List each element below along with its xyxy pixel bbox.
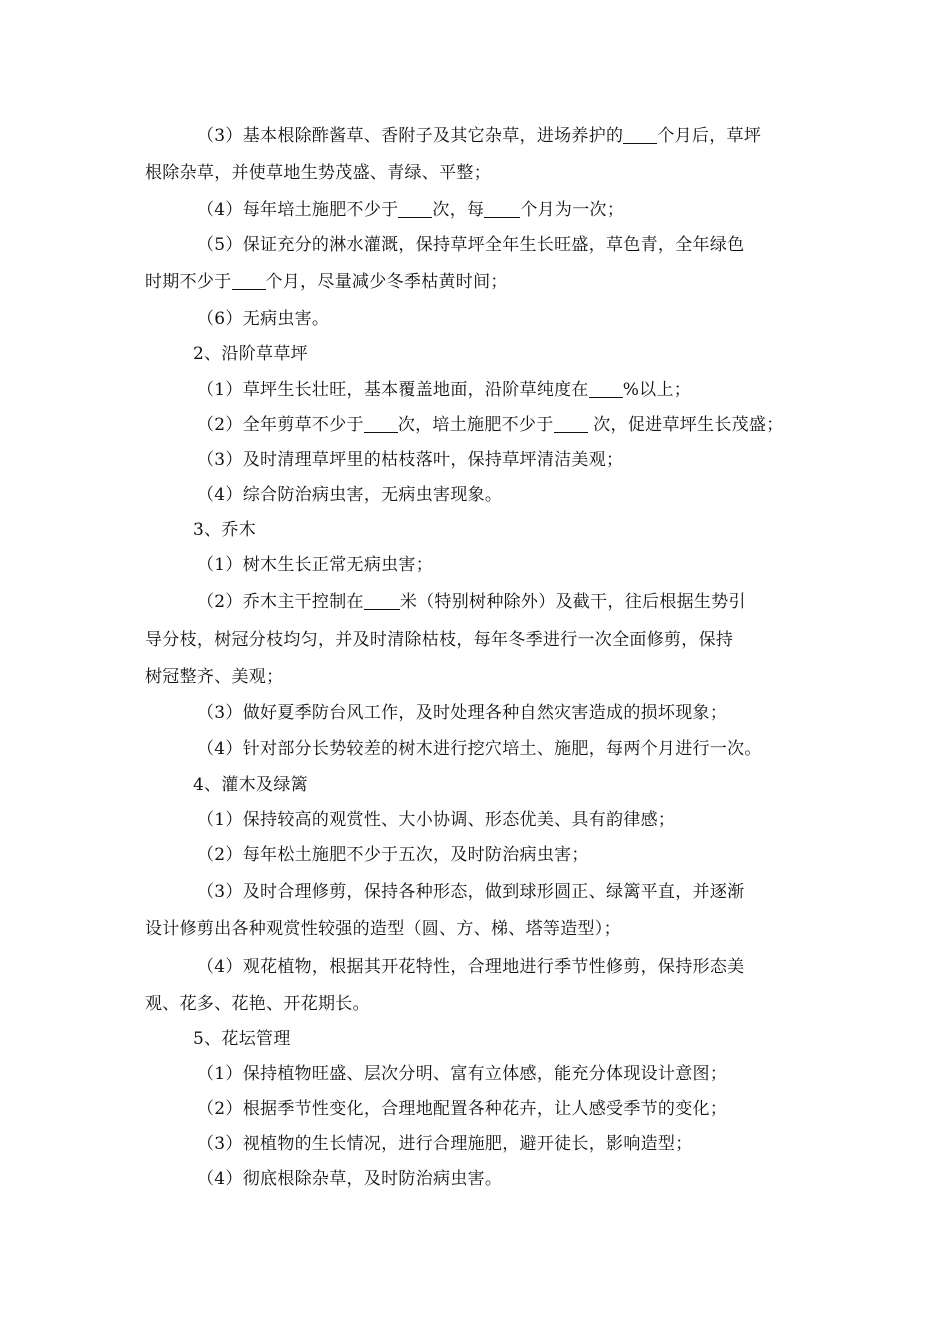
text-segment: 个月后，草坪 [657,126,762,146]
text-segment: （2）乔木主干控制在 [197,592,364,612]
text-segment: （2）全年剪草不少于 [197,415,364,435]
text-segment: 导分枝，树冠分枝均匀，并及时清除枯枝，每年冬季进行一次全面修剪，保持 [145,630,734,650]
text-segment: （6）无病虫害。 [197,309,330,329]
text-segment: （4）综合防治病虫害，无病虫害现象。 [197,485,503,505]
fill-in-blank [554,414,588,433]
text-segment: （2）根据季节性变化，合理地配置各种花卉，让人感受季节的变化； [197,1099,728,1119]
text-line [197,378,691,402]
text-line [197,1097,727,1121]
text-segment: 设计修剪出各种观赏性较强的造型（圆、方、梯、塔等造型）； [145,919,621,939]
text-segment: 个月，尽量减少冬季枯黄时间； [265,272,508,292]
text-line [197,701,727,725]
text-segment: 根除杂草，并使草地生势茂盛、青绿、平整； [145,163,491,183]
text-line [197,808,675,832]
text-segment: 3、乔木 [193,520,257,540]
section-heading [193,518,256,542]
fill-in-blank [364,414,398,433]
text-segment: （4）观花植物，根据其开花特性，合理地进行季节性修剪，保持形态美 [197,957,745,977]
text-segment: （3）及时合理修剪，保持各种形态，做到球形圆正、绿篱平直，并逐渐 [197,882,745,902]
fill-in-blank [484,199,520,218]
text-line [197,448,623,472]
text-segment: （3）视植物的生长情况，进行合理施肥，避开徒长，影响造型； [197,1134,693,1154]
text-segment: （3）做好夏季防台风工作，及时处理各种自然灾害造成的损坏现象； [197,703,728,723]
text-segment: 4、灌木及绿篱 [193,775,308,795]
text-segment: （3）基本根除酢酱草、香附子及其它杂草，进场养护的 [197,126,624,146]
text-line [197,1132,693,1156]
text-line [145,665,283,689]
text-segment: 观、花多、花艳、开花期长。 [145,994,370,1014]
text-line [145,161,491,185]
text-line [197,1062,727,1086]
fill-in-blank [623,125,657,144]
section-heading [193,342,308,366]
text-line [197,413,784,437]
text-segment: （4）每年培土施肥不少于 [197,200,399,220]
text-line [197,307,329,331]
text-segment: 个月为一次； [520,200,625,220]
text-line [197,1167,502,1191]
text-segment: 树冠整齐、美观； [145,667,284,687]
text-line [145,917,621,941]
text-segment: （1）树木生长正常无病虫害； [197,555,434,575]
text-segment: 2、沿阶草草坪 [193,344,308,364]
text-segment: 米（特别树种除外）及截干，往后根据生势引 [399,592,746,612]
text-segment: （3）及时清理草坪里的枯枝落叶，保持草坪清洁美观； [197,450,624,470]
text-line [145,270,508,294]
section-heading [193,773,308,797]
text-line [145,628,733,652]
text-segment: （2）每年松土施肥不少于五次，及时防治病虫害； [197,845,589,865]
fill-in-blank [232,271,266,290]
text-line [197,198,624,222]
text-line [197,843,589,867]
text-segment: （4）针对部分长势较差的树木进行挖穴培土、施肥，每两个月进行一次。 [197,739,762,759]
text-segment: 5、花坛管理 [193,1029,291,1049]
text-segment: （5）保证充分的淋水灌溉，保持草坪全年生长旺盛，草色青，全年绿色 [197,235,745,255]
text-segment: （4）彻底根除杂草，及时防治病虫害。 [197,1169,503,1189]
section-heading [193,1027,291,1051]
text-line [145,992,370,1016]
text-segment: 次，培土施肥不少于 [397,415,554,435]
text-segment: （1）草坪生长壮旺，基本覆盖地面，沿阶草纯度在 [197,380,589,400]
text-line [197,124,761,148]
text-line [197,483,502,507]
text-line [197,880,744,904]
text-line [197,590,746,614]
text-line [197,737,762,761]
text-segment: 次，促进草坪生长茂盛； [587,415,784,435]
text-segment: 时期不少于 [145,272,232,292]
fill-in-blank [398,199,432,218]
text-line [197,553,433,577]
text-line [197,955,744,979]
text-segment: （1）保持较高的观赏性、大小协调、形态优美、具有韵律感； [197,810,676,830]
fill-in-blank [589,379,623,398]
text-line [197,233,744,257]
text-segment: （1）保持植物旺盛、层次分明、富有立体感，能充分体现设计意图； [197,1064,728,1084]
text-segment: %以上； [622,380,692,400]
text-segment: 次，每 [432,200,485,220]
fill-in-blank [364,591,400,610]
